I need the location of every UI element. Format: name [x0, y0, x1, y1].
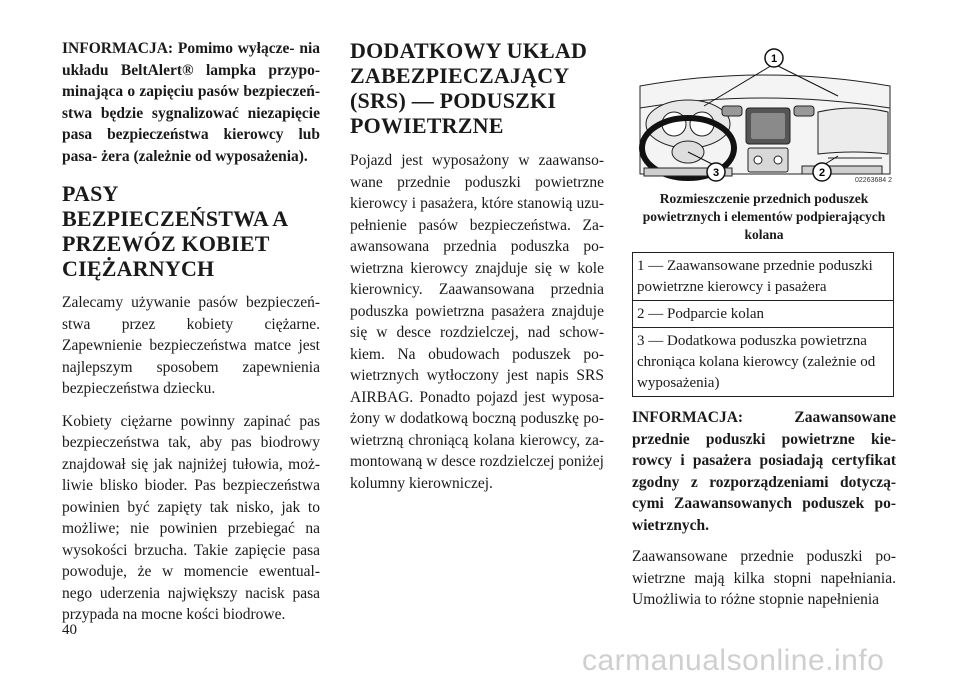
paragraph: Kobiety ciężarne powinny zapinać pas bezpieczeństwa tak, aby pas biodrowy znajdował się jak najniżej tułowia, moż- liwie blisko bioder. Pas bezpieczeństwa powinien być zapięty tak nisko, jak to możliwe; nie powinien przebiegać na wysokości brzucha. Takie zapięcie pasa powoduje, że w momencie ewentual- nego uderzenia największy nacisk pasa przypada na mocne kości biodrowe. — [62, 412, 320, 623]
legend-row — [633, 253, 894, 301]
dashboard-illustration — [632, 46, 896, 184]
legend-cell: 3 — Dodatkowa poduszka powietrzna chroniąca kolana kierowcy (zależnie od wyposażenia) — [633, 328, 894, 397]
figure-legend-table — [632, 252, 894, 397]
info-note-beltalert: INFORMACJA: Pomimo wyłącze- nia układu BeltAlert® lampka przypo- minająca o zapięciu pasów bezpieczeń- stwa będzie sygnalizować niezapięcie pasa bezpieczeństwa kierowcy lub pasa- żera (zależnie od wyposażenia). — [62, 40, 320, 165]
column-right — [632, 46, 896, 611]
legend-cell: 2 — Podparcie kolan — [633, 301, 894, 328]
info-note-certification: INFORMACJA: Zaawansowane przednie poduszki powietrzne kie- rowcy i pasażera posiadają certyfikat zgodny z rozporządzeniami dotyczą- cymi Zaawansowanych poduszek po- wietrznych. — [632, 409, 896, 534]
paragraph: Pojazd jest wyposażony w zaawanso- wane przednie poduszki powietrzne kierowcy i pasażera, które stanowią uzu- pełnienie pasów bezpieczeństwa. Za- awansowana przednia poduszka po- wietrzna kierowcy znajduje się w kole kierownicy. Zaawansowana przednia poduszka powietrzna pasażera znajduje się w desce rozdzielczej, nad schow- kiem. Na obudowach poduszek po- wietrznych wytłoczony jest napis SRS AIRBAG. Ponadto pojazd jest wyposa- żony w dodatkową boczną poduszkę po- wietrzną chroniącą kolana kierowcy, za- montowaną w desce rozdzielczej poniżej kolumny kierowniczej. — [350, 152, 604, 492]
section-heading-srs-airbags: DODATKOWY UKŁAD ZABEZPIECZAJĄCY (SRS) — PODUSZKI POWIETRZNE — [350, 38, 588, 138]
legend-cell: 1 — Zaawansowane przednie poduszki powietrzne kierowcy i pasażera — [633, 253, 894, 301]
dashboard-airbag-figure — [632, 46, 896, 184]
legend-row — [633, 301, 894, 328]
column-left — [62, 38, 320, 626]
callout-2: 2 — [818, 167, 826, 179]
page-number: 40 — [62, 622, 77, 638]
watermark: carmanualsonline.info — [582, 644, 885, 677]
callout-3: 3 — [712, 167, 720, 179]
section-heading-pregnant-seatbelts: PASY BEZPIECZEŃSTWA A PRZEWÓZ KOBIET CIĘŻARNYCH — [62, 181, 288, 281]
column-middle — [350, 38, 604, 494]
paragraph: Zaawansowane przednie poduszki po- wietrzne mają kilka stopni napełniania. Umożliwia to różne stopnie napełnienia — [632, 548, 896, 608]
figure-caption: Rozmieszczenie przednich poduszek powietrznych i elementów podpierających kolana — [642, 191, 886, 242]
paragraph: Zalecamy używanie pasów bezpieczeń- stwa przez kobiety ciężarne. Zapewnienie bezpieczeństwa matce jest najlepszym sposobem zapewnienia bezpieczeństwa dziecku. — [62, 294, 320, 397]
figure-code: 02263684 2 — [855, 177, 892, 184]
legend-row — [633, 328, 894, 397]
callout-1: 1 — [770, 53, 778, 65]
